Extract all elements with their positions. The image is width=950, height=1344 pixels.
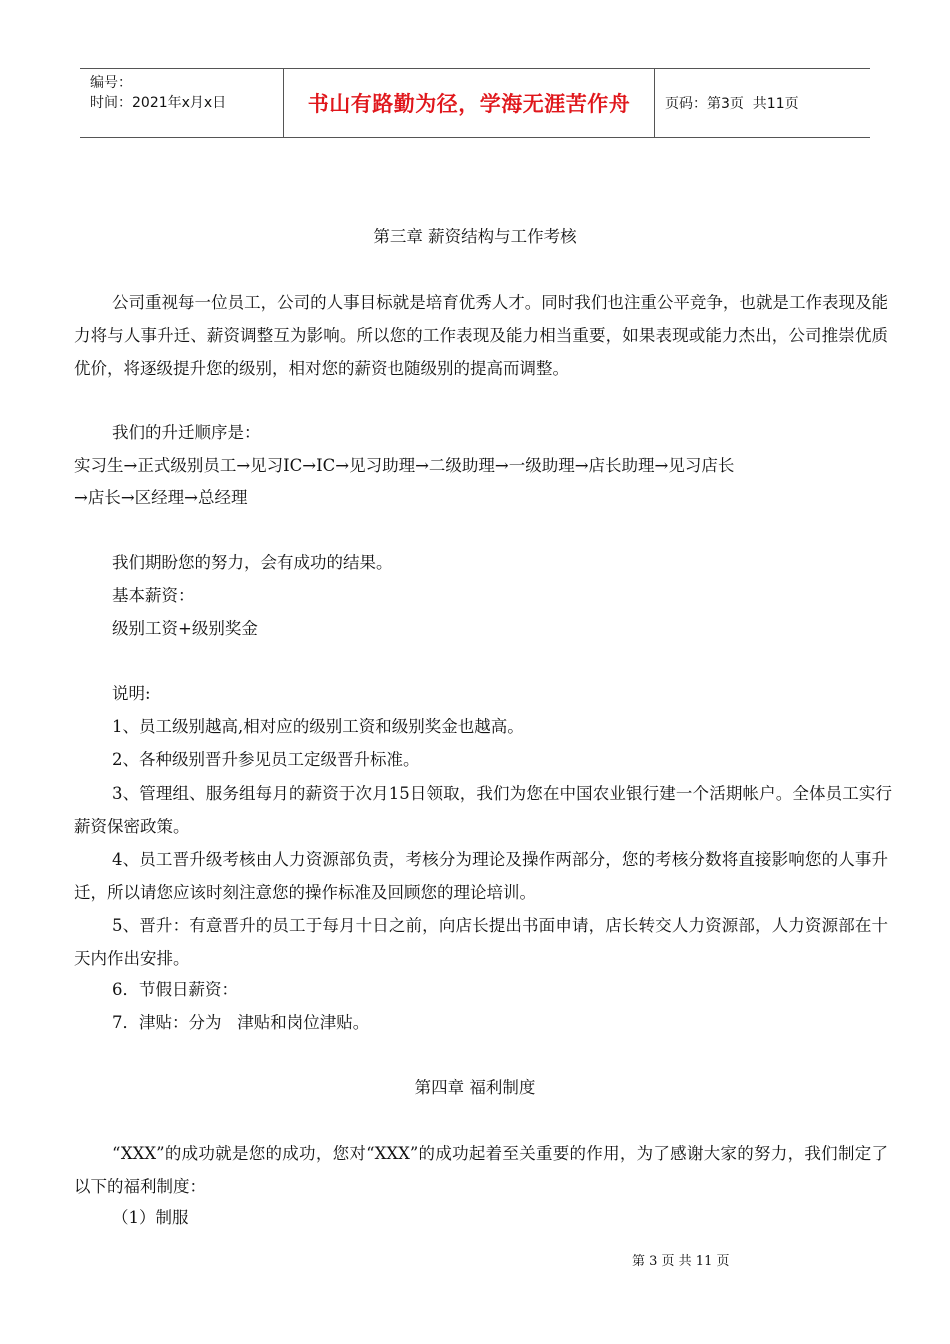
- header-meta: [80, 69, 283, 137]
- chapter-4-intro: “XXX”的成功就是您的成功，您对“XXX”的成功起着至关重要的作用，为了感谢大家的努力，我们制定了以下的福利制度：: [74, 1144, 888, 1196]
- base-salary-formula: 级别工资+级别奖金: [112, 619, 258, 638]
- base-salary-label: 基本薪资：: [112, 586, 195, 605]
- document-time-label: 时间：2021年x月x日: [90, 95, 227, 111]
- promotion-sequence-label: 我们的升迁顺序是：: [112, 423, 261, 442]
- notes-label: 说明:: [112, 684, 151, 703]
- promotion-sequence-line-1: 实习生→正式级别员工→见习IC→IC→见习助理→二级助理→一级助理→店长助理→见习店长: [74, 456, 735, 475]
- note-4: 4、员工晋升级考核由人力资源部负责，考核分为理论及操作两部分，您的考核分数将直接影响您的人事升迁，所以请您应该时刻注意您的操作标准及回顾您的理论培训。: [74, 850, 888, 902]
- note-3: 3、管理组、服务组每月的薪资于次月15日领取，我们为您在中国农业银行建一个活期帐户。全体员工实行薪资保密政策。: [74, 784, 892, 836]
- header-motto: 书山有路勤为径，学海无涯苦作舟: [283, 69, 655, 137]
- chapter-4-title: 第四章 福利制度: [414, 1078, 536, 1097]
- note-2: 2、各种级别晋升参见员工定级晋升标准。: [112, 750, 420, 769]
- header-page-info: [655, 69, 870, 137]
- document-code-label: 编号：: [90, 75, 132, 91]
- note-5: 5、晋升：有意晋升的员工于每月十日之前，向店长提出书面申请，店长转交人力资源部，人力资源部在十天内作出安排。: [74, 916, 888, 968]
- note-1: 1、员工级别越高,相对应的级别工资和级别奖金也越高。: [112, 717, 524, 736]
- header-page-label: 页码：第3页 共11页: [665, 96, 799, 112]
- chapter-3-title: 第三章 薪资结构与工作考核: [373, 227, 577, 246]
- hope-statement: 我们期盼您的努力，会有成功的结果。: [112, 553, 393, 572]
- chapter-3-intro: 公司重视每一位员工，公司的人事目标就是培育优秀人才。同时我们也注重公平竞争，也就是工作表现及能力将与人事升迁、薪资调整互为影响。所以您的工作表现及能力相当重要，如果表现或能力杰出，公司推崇优质优价，将逐级提升您的级别，相对您的薪资也随级别的提高而调整。: [74, 293, 888, 378]
- page-footer-number: 第 3 页 共 11 页: [632, 1254, 730, 1269]
- welfare-item-1: （1）制服: [112, 1208, 189, 1227]
- note-6: 6．节假日薪资：: [112, 980, 238, 999]
- note-7: 7．津贴：分为 津贴和岗位津贴。: [112, 1013, 370, 1032]
- page-header: [80, 68, 870, 138]
- promotion-sequence-line-2: →店长→区经理→总经理: [74, 488, 248, 507]
